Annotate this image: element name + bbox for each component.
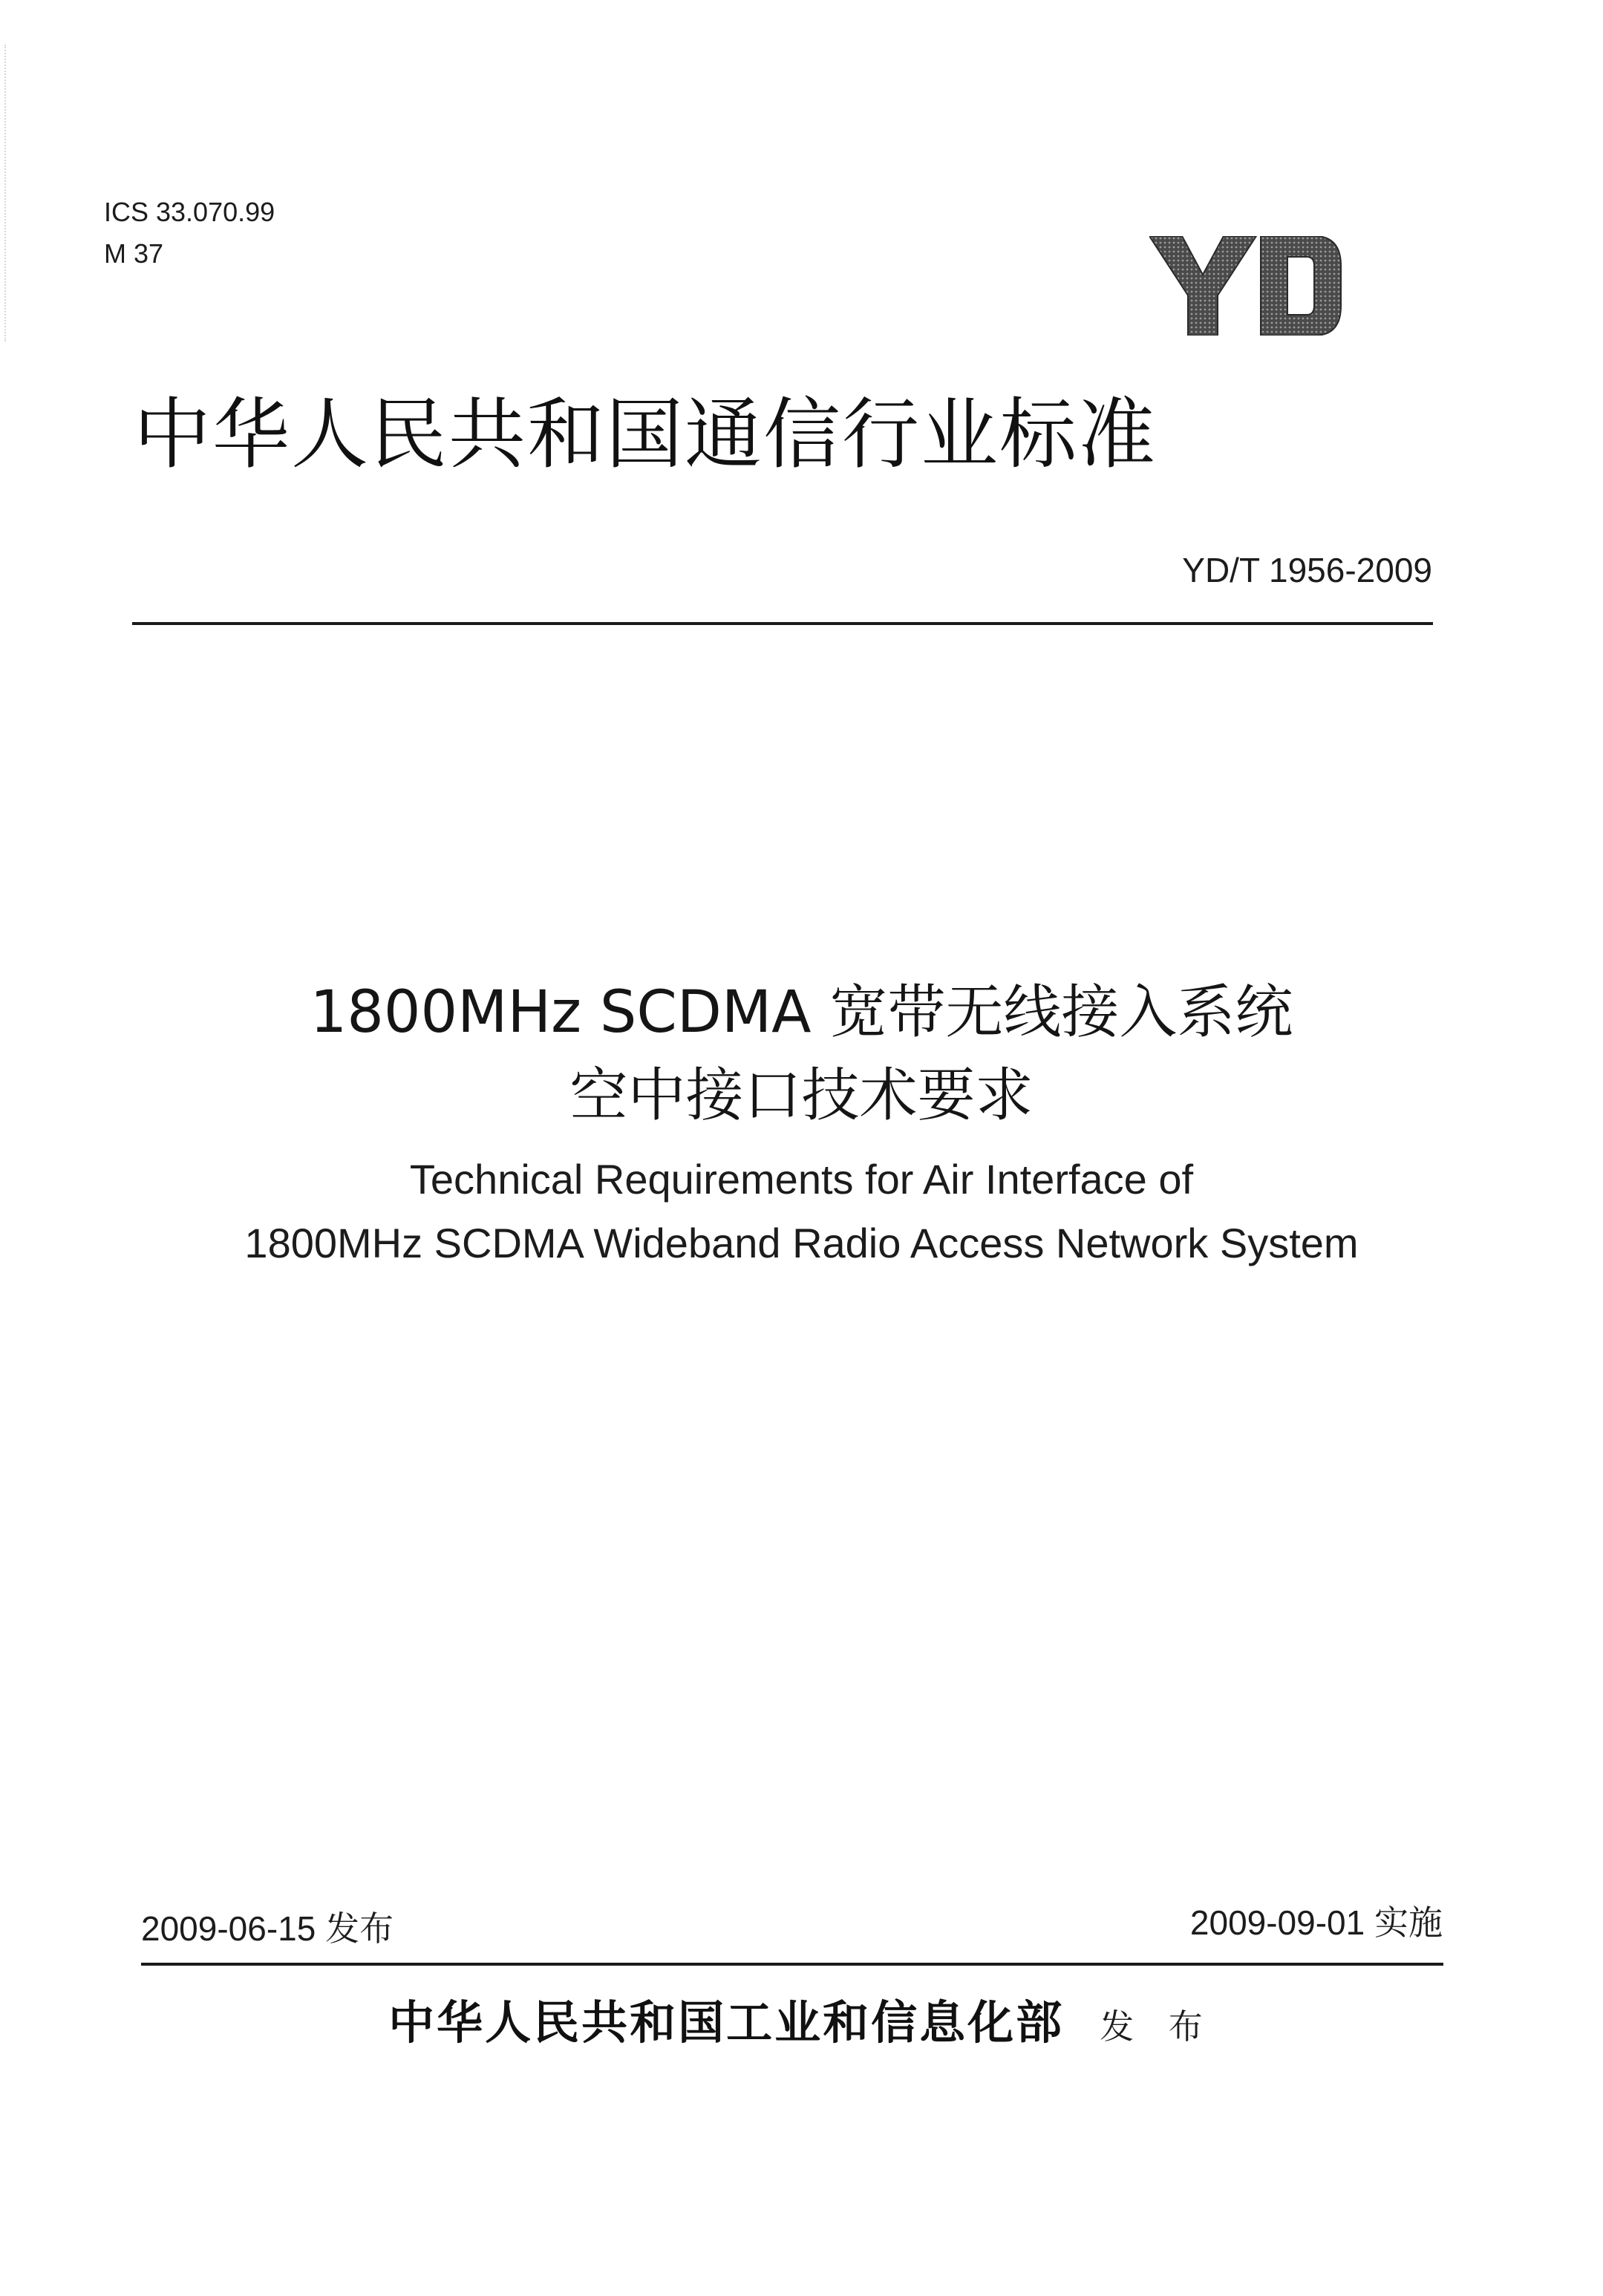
publisher-line (0, 1989, 1603, 2060)
yd-logo (1149, 236, 1342, 336)
title-en-line-2: 1800MHz SCDMA Wideband Radio Access Network System (244, 1220, 1359, 1266)
document-title-block (0, 971, 1603, 1275)
header-divider (132, 622, 1433, 625)
implementation-date: 2009-09-01 实施 (1189, 1903, 1443, 1942)
standard-number: YD/T 1956-2009 (1182, 551, 1432, 589)
publisher-verb: 发 布 (1100, 2006, 1215, 2047)
ccs-code: M 37 (104, 238, 164, 269)
publisher-name: 中华人民共和国工业和信息化部 (388, 1995, 1065, 2050)
footer-divider (141, 1963, 1443, 1966)
ics-code: ICS 33.070.99 (104, 197, 275, 227)
scan-edge-artifact (4, 45, 6, 341)
title-zh-line-2: 空中接口技术要求 (569, 1062, 1034, 1129)
industry-standard-title: 中华人民共和国通信行业标准 (134, 389, 1158, 480)
title-en-line-1: Technical Requirements for Air Interface of (409, 1156, 1194, 1203)
issue-date: 2009-06-15 发布 (141, 1909, 394, 1948)
title-zh-line-1: 1800MHz SCDMA 宽带无线接入系统 (310, 979, 1293, 1046)
